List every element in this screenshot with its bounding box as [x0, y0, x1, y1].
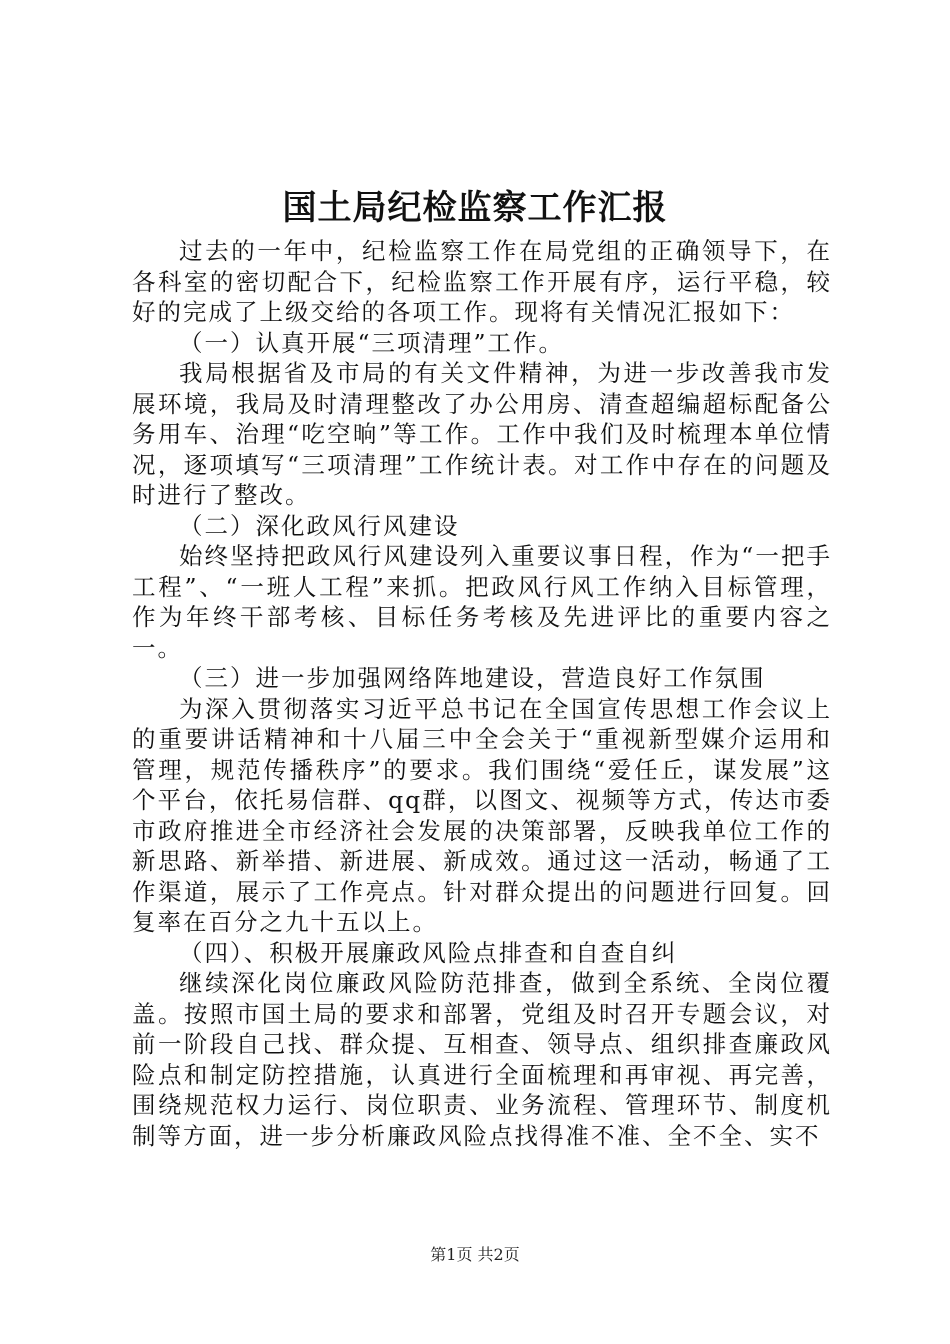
document-body — [132, 236, 832, 1151]
section-heading-2: （二）深化政风行风建设 — [179, 511, 460, 540]
section-heading-4: （四）、积极开展廉政风险点排查和自查自纠 — [179, 938, 678, 967]
section-paragraph-2: 始终坚持把政风行风建设列入重要议事日程，作为“一把手工程”、“一班人工程”来抓。把政风行风工作纳入目标管理，作为年终干部考核、目标任务考核及先进评比的重要内容之一。 — [132, 542, 832, 662]
document-title: 国土局纪检监察工作汇报 — [282, 188, 668, 228]
section-paragraph-1: 我局根据省及市局的有关文件精神，为进一步改善我市发展环境，我局及时清理整改了办公用房、清查超编超标配备公务用车、治理“吃空晌”等工作。工作中我们及时梳理本单位情况，逐项填写“三项清理”工作统计表。对工作中存在的问题及时进行了整改。 — [132, 359, 832, 509]
section-paragraph-3: 为深入贯彻落实习近平总书记在全国宣传思想工作会议上的重要讲话精神和十八届三中全会关于“重视新型媒介运用和管理，规范传播秩序”的要求。我们围绕“爱任丘，谋发展”这个平台，依托易信群、qq群，以图文、视频等方式，传达市委市政府推进全市经济社会发展的决策部署，反映我单位工作的新思路、新举措、新进展、新成效。通过这一活动，畅通了工作渠道，展示了工作亮点。针对群众提出的问题进行回复。回复率在百分之九十五以上。 — [132, 694, 832, 936]
section-heading-1: （一）认真开展“三项清理”工作。 — [179, 328, 565, 357]
section-paragraph-4: 继续深化岗位廉政风险防范排查，做到全系统、全岗位覆盖。按照市国土局的要求和部署，党组及时召开专题会议，对前一阶段自己找、群众提、互相查、领导点、组织排查廉政风险点和制定防控措施，认真进行全面梳理和再审视、再完善，围绕规范权力运行、岗位职责、业务流程、管理环节、制度机制等方面，进一步分析廉政风险点找得准不准、全不全、实不 — [132, 969, 832, 1150]
page-number-footer: 第1页 共2页 — [430, 1245, 520, 1264]
section-heading-3: （三）进一步加强网络阵地建设，营造良好工作氛围 — [179, 664, 766, 692]
intro-paragraph: 过去的一年中，纪检监察工作在局党组的正确领导下，在各科室的密切配合下，纪检监察工作开展有序，运行平稳，较好的完成了上级交给的各项工作。现将有关情况汇报如下： — [132, 237, 832, 326]
